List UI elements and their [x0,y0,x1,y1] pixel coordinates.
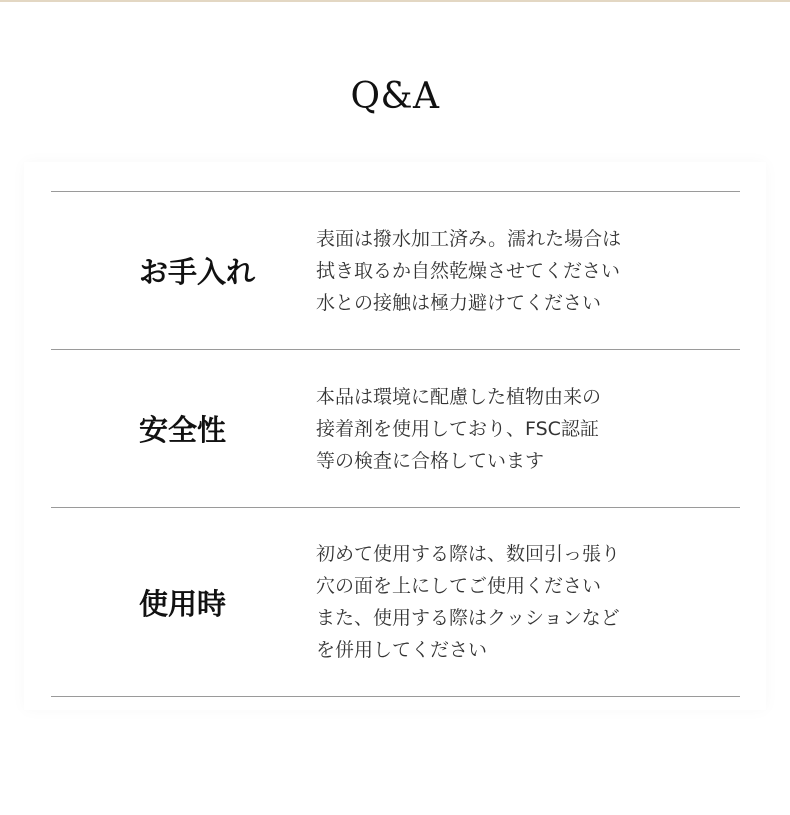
answer-line: 拭き取るか自然乾燥させてください [316,259,621,282]
qa-label-care: お手入れ [139,255,256,289]
answer-line: 初めて使用する際は、数回引っ張り [316,543,621,565]
top-accent-line [0,0,790,2]
answer-line: 等の検査に合格しています [316,449,545,472]
answer-line: また、使用する際はクッションなど [316,607,620,629]
qa-answer-usage [316,538,740,666]
qa-answer-safety [316,381,740,477]
qa-row-safety [51,349,740,507]
qa-answer-care [316,223,740,319]
answer-line: 水との接触は極力避けてください [316,291,602,314]
qa-label-usage: 使用時 [139,586,227,621]
answer-line: 本品は環境に配慮した植物由来の [316,385,602,408]
qa-row-care [51,191,740,349]
answer-line: 表面は撥水加工済み。濡れた場合は [316,227,622,250]
answer-line: を併用してください [316,639,488,661]
answer-line: 穴の面を上にしてご使用ください [316,575,602,597]
qa-row-usage [51,507,740,697]
page-title: Q&A [350,76,440,117]
qa-list [51,191,740,697]
qa-label-safety: 安全性 [139,413,227,447]
answer-line: 接着剤を使用しており、FSC認証 [316,417,599,440]
